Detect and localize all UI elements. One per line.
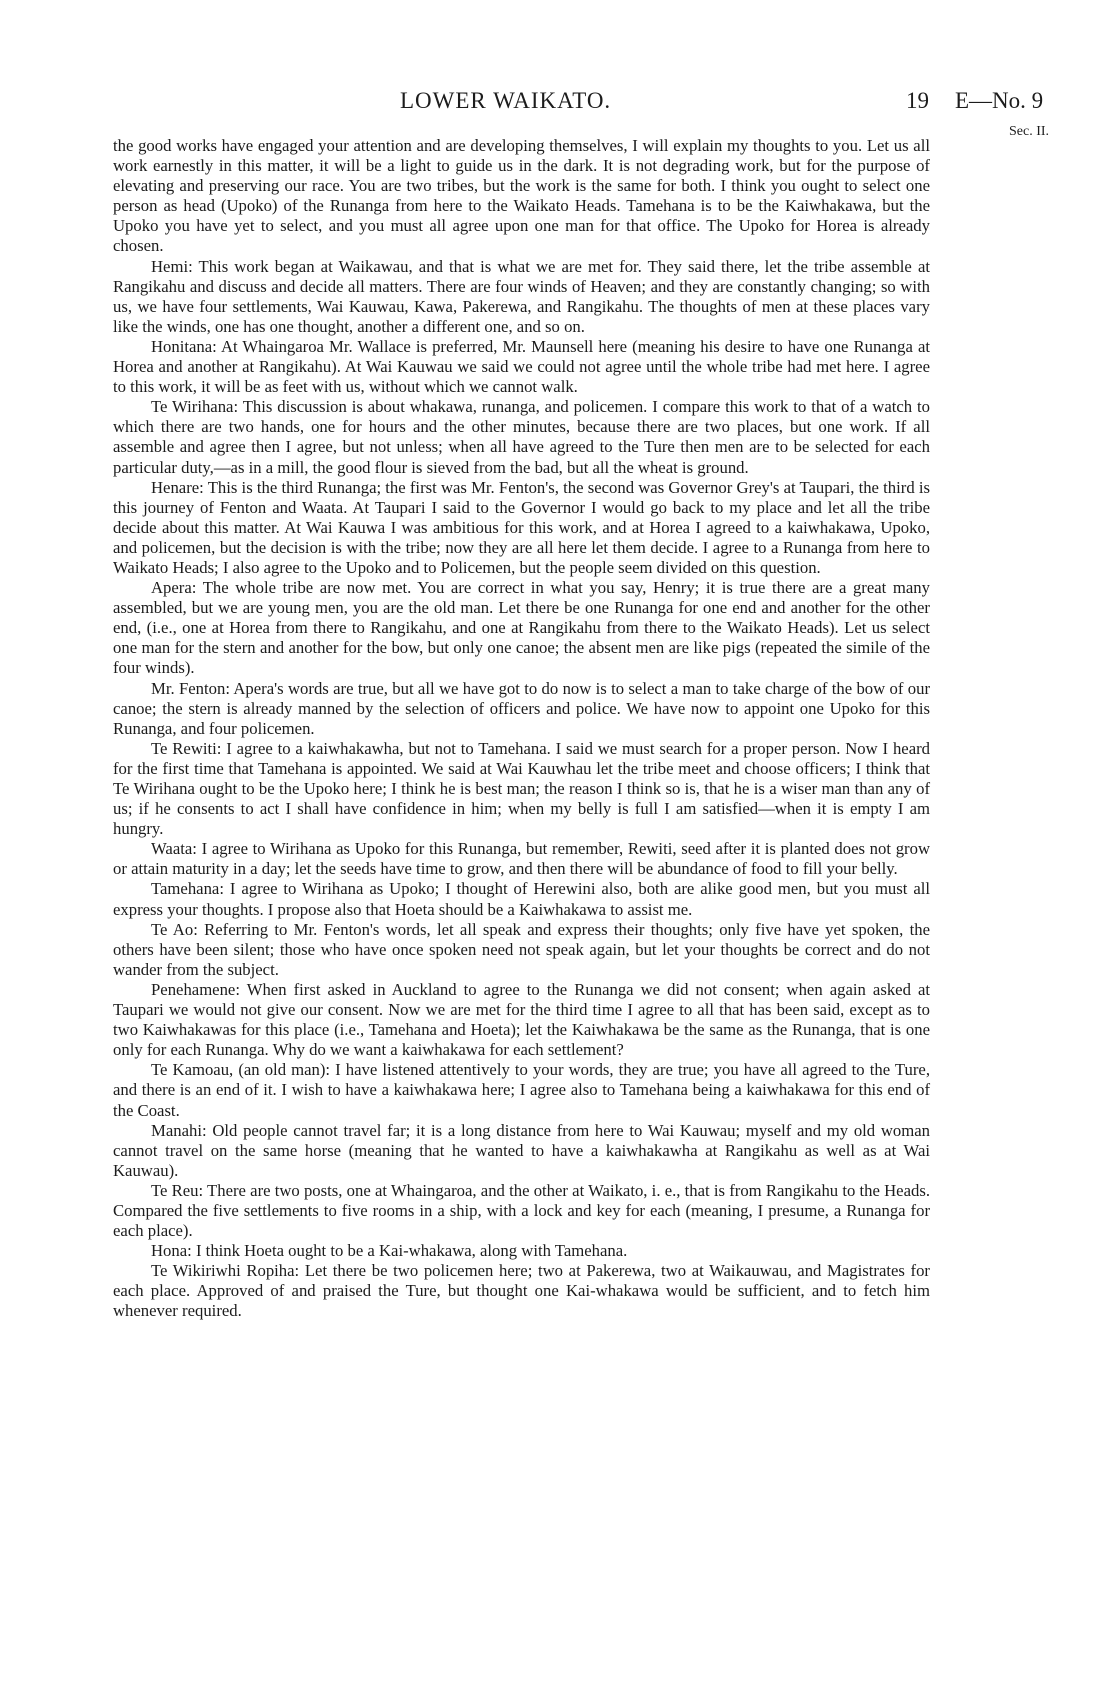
paragraph-penehamene: Penehamene: When first asked in Auckland to agree to the Runanga we did not consent; when again asked at Taupari we would not give our consent. Now we are met for the third time I agree to all that has been said, except as to two Kaiwhakawas for this place (i.e., Tamehana and Hoeta); let the Kaiwhakawa be the same as the Runanga, that is one only for each Runanga. Why do we want a kaiwhakawa for each settlement? (113, 979, 930, 1060)
paragraph-honitana: Honitana: At Whaingaroa Mr. Wallace is preferred, Mr. Maunsell here (meaning his desire to have one Runanga at Horea and another at Rangikahu). At Wai Kauwau we said we could not agree until the whole tribe had met here. I agree to this work, it will be as feet with us, without which we cannot walk. (113, 336, 930, 397)
paragraph-te-rewiti: Te Rewiti: I agree to a kaiwhakawha, but not to Tamehana. I said we must search for a proper person. Now I heard for the first time that Tamehana is appointed. We said at Wai Kauwhau let the tribe meet and choose officers; I think that Te Wirihana ought to be the Upoko here; I think he is best man; the reason I think so is, that he is a wiser man than any of us; if he consents to act I shall have confidence in him; when my belly is full I am satisfied—when it is empty I am hungry. (113, 738, 930, 839)
paragraph-waata: Waata: I agree to Wirihana as Upoko for this Runanga, but remember, Rewiti, seed after it is planted does not grow or attain maturity in a day; let the seeds have time to grow, and then there will be abundance of food to fill your belly. (113, 839, 930, 879)
section-label: Sec. II. (1009, 124, 1050, 139)
paragraph-hemi: Hemi: This work began at Waikawau, and that is what we are met for. They said there, let the tribe assemble at Rangikahu and discuss and decide all matters. There are four winds of Heaven; and they are constantly changing; so with us, we have four settlements, Wai Kauwau, Kawa, Pakerewa, and Rangikahu. The thoughts of men at these places vary like the winds, one has one thought, another a different one, and so on. (113, 256, 930, 336)
paragraph-manahi: Manahi: Old people cannot travel far; it is a long distance from here to Wai Kauwau; myself and my old woman cannot travel on the same horse (meaning that he wanted to have a kaiwhakawha at Rangikahu as well as at Wai Kauwau). (113, 1120, 930, 1180)
document-reference: E—No. 9 (955, 88, 1044, 113)
paragraph-continuation: the good works have engaged your attention and are developing themselves, I will explain my thoughts to you. Let us all work earnestly in this matter, it will be a light to guide us in the dark. It is not degrading work, but for the purpose of elevating and preserving our race. You are two tribes, but the work is the same for both. I think you ought to select one person as head (Upoko) of the Runanga from here to the Waikato Heads. Tamehana is to be the Kaiwhakawa, but the Upoko you have yet to select, and you must all agree upon one man for that office. The Upoko for Horea is already chosen. (113, 136, 930, 256)
paragraph-te-wikiriwhi-ropiha: Te Wikiriwhi Ropiha: Let there be two policemen here; two at Pakerewa, two at Waikauwau, and Magistrates for each place. Approved of and praised the Ture, but thought one Kai-whakawa would be sufficient, and to fetch him whenever required. (113, 1261, 930, 1321)
paragraph-henare: Henare: This is the third Runanga; the first was Mr. Fenton's, the second was Governor Grey's at Taupari, the third is this journey of Fenton and Waata. At Taupari I said to the Governor I would go back to my place and let all the tribe decide about this matter. At Wai Kauwa I was ambitious for this work, and at Horea I agreed to a kaiwhakawa, Upoko, and policemen, but the decision is with the tribe; now they are all here let them decide. I agree to a Runanga from here to Waikato Heads; I also agree to the Upoko and to Policemen, but the people seem divided on this question. (113, 477, 930, 577)
paragraph-te-ao: Te Ao: Referring to Mr. Fenton's words, let all speak and express their thoughts; only five have yet spoken, the others have been silent; those who have once spoken need not speak again, but let your thoughts be correct and do not wander from the subject. (113, 919, 930, 979)
paragraph-te-wirihana: Te Wirihana: This discussion is about whakawa, runanga, and policemen. I compare this work to that of a watch to which there are two hands, one for hours and the other minutes, because there are two places, but one work. If all assemble and agree then I agree, but not unless; when all have agreed to the Ture then men are to be selected for each particular duty,—as in a mill, the good flour is sieved from the bad, but all the wheat is ground. (113, 397, 930, 477)
paragraph-tamehana: Tamehana: I agree to Wirihana as Upoko; I thought of Herewini also, both are alike good men, but you must all express your thoughts. I propose also that Hoeta should be a Kaiwhakawa to assist me. (113, 879, 930, 919)
paragraph-te-kamoau: Te Kamoau, (an old man): I have listened attentively to your words, they are true; you have all agreed to the Ture, and there is an end of it. I wish to have a kaiwhakawa here; I agree also to Tamehana being a kaiwhakawa for this end of the Coast. (113, 1060, 930, 1120)
body-text (113, 136, 930, 1322)
paragraph-te-reu: Te Reu: There are two posts, one at Whaingaroa, and the other at Waikato, i. e., that is from Rangikahu to the Heads. Compared the five settlements to five rooms in a ship, with a lock and key for each (meaning, I presume, a Runanga for each place). (113, 1180, 930, 1241)
paragraph-mr-fenton: Mr. Fenton: Apera's words are true, but all we have got to do now is to select a man to take charge of the bow of our canoe; the stern is already manned by the selection of officers and police. We have now to appoint one Upoko for this Runanga, and four policemen. (113, 678, 930, 738)
running-title: LOWER WAIKATO. (400, 88, 612, 113)
page-number: 19 (906, 88, 929, 113)
paragraph-hona: Hona: I think Hoeta ought to be a Kai-whakawa, along with Tamehana. (151, 1241, 628, 1261)
paragraph-apera: Apera: The whole tribe are now met. You are correct in what you say, Henry; it is true there are a great many assembled, but we are young men, you are the old man. Let there be one Runanga for one end and another for the other end, (i.e., one at Horea from there to Rangikahu, and one at Rangikahu from there to the Waikato Heads). Let us select one man for the stern and another for the bow, but only one canoe; the absent men are like pigs (repeated the simile of the four winds). (113, 578, 930, 678)
